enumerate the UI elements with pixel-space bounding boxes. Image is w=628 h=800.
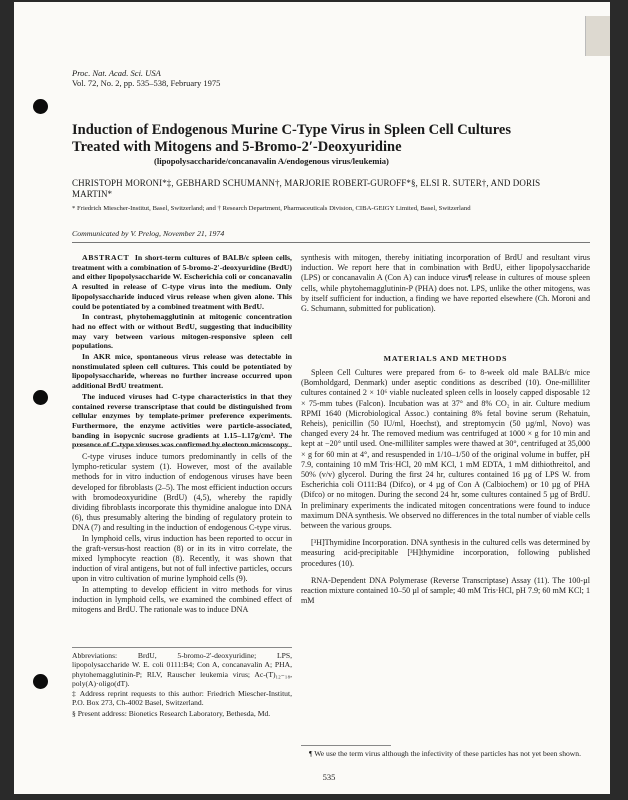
communicated-by: Communicated by V. Prelog, November 21, 1974 <box>72 229 225 238</box>
page-number: 535 <box>322 772 336 782</box>
methods-paragraph-3: RNA-Dependent DNA Polymerase (Reverse Transcriptase) Assay (11). The 100-µl reaction mixture contained 10–50 µl of sample; 40 mM Tris·HCl, pH 7.9; 60 mM KCl; 1 mM <box>301 575 590 606</box>
footnote-present-address: § Present address: Bionetics Research Laboratory, Bethesda, Md. <box>72 708 271 718</box>
binder-hole-middle <box>33 390 48 405</box>
footnotes-left <box>72 651 292 719</box>
methods-section <box>301 368 590 606</box>
abstract-paragraph-4: The induced viruses had C-type characteristics in that they contained reverse transcriptase that could be distinguished from cellular enzymes by template-primer preference experiments. Furthermore, the enzyme activities were particle-associated, banding in isopycnic sucrose gradients at 1.15–1.17g/cm³. The presence of C-type viruses was confirmed by electron microscopy. <box>72 391 292 450</box>
intro-continuation: synthesis with mitogen, thereby initiating incorporation of BrdU and resultant virus induction. We report here that in combination with BrdU, either lipopolysaccharide (LPS) or concanavalin A (Con A) can induce virus¶ release in cultures of mouse spleen cells, while phytohemagglutinin-P (PHA) does not. LPS, unlike the other mitogens, was by itself sufficient for induction, a finding we have reported elsewhere (Ch. Moroni and G. Schumann, submitted for publication). <box>301 253 590 314</box>
abstract-paragraph-3: In AKR mice, spontaneous virus release was detectable in nonstimulated spleen cell cultures. This could be potentiated by lipopolysaccharide, whereas no further increase occurred upon additional BrdU treatment. <box>72 352 292 391</box>
abstract-paragraph-2: In contrast, phytohemagglutinin at mitogenic concentration had no effect with or without BrdU, suggesting that inducibility may vary between various mitogen-responsive spleen cell populations. <box>72 312 292 351</box>
footnote-abbreviations: Abbreviations: BrdU, 5-bromo-2′-deoxyuridine; LPS, lipopolysaccharide W. E. coli 0111:B4; Con A, concanavalin A; PHA, phytohemagglutinin-P; RLV, Rauscher leukemia virus; Ac-(T)₁₂₋₁₈, poly(A)·oligo(dT). <box>72 651 292 688</box>
intro-paragraph-2: In lymphoid cells, virus induction has been reported to occur in the graft-versus-host reaction (8) or in its in vitro correlate, the mixed lymphocyte reaction (8). Recently, it was shown that induction of viral antigens, but not of full infective particles, occurs upon in vitro cultivation of murine lymphoid cells (9). <box>72 533 292 584</box>
abstract <box>72 253 292 451</box>
binder-hole-bottom <box>33 674 48 689</box>
intro-paragraph-3: In attempting to develop efficient in vitro methods for virus induction in lymphoid cells, we examined the combined effect of mitogens and BrdU. The rationale was to induce DNA <box>72 584 292 615</box>
authors: CHRISTOPH MORONI*‡, GEBHARD SCHUMANN†, MARJORIE ROBERT-GUROFF*§, ELSI R. SUTER†, AND DORIS MARTIN* <box>72 178 541 199</box>
affiliations: * Friedrich Miescher-Institut, Basel, Switzerland; and † Research Department, Pharmaceuticals Division, CIBA-GEIGY Limited, Basel, Switzerland <box>72 205 471 212</box>
page-edge-clip <box>585 16 610 56</box>
footnote-rule-right <box>301 745 391 746</box>
binder-hole-top <box>33 99 48 114</box>
methods-heading: MATERIALS AND METHODS <box>383 354 508 363</box>
footnote-address: ‡ Address reprint requests to this author: Friedrich Miescher-Institut, P.O. Box 273, Ch-4002 Basel, Switzerland. <box>72 689 292 708</box>
journal-issue: Vol. 72, No. 2, pp. 535–538, February 1975 <box>72 78 221 88</box>
abstract-rule <box>72 446 292 447</box>
methods-paragraph-1: Spleen Cell Cultures were prepared from 6- to 8-week old male BALB/c mice (Bomholdgard, Denmark) under aseptic conditions as described (10). One-milliliter cultures contained 2 × 10⁶ viable nucleated spleen cells in loosely capped disposable 12 × 75-mm tubes (Falcon). Incubation was at 37° and 8% CO₂ in air. Culture medium RPMI 1640 (Microbiological Assoc.) containing 8% fetal bovine serum (Rehatuin, Reheis), penicillin (50 IU/ml, Hoechst), and streptomycin (50 µg/ml, Novo) was changed every 24 hr. The removed medium was centrifuged at 1000 × g for 10 min and kept at −20° until used. One-milliliter samples were thawed at 30°, centrifuged at 35,000 × g for 60 min at 4°, and resuspended in 1/10–1/50 of the original volume in buffer, pH 7.9, containing 10 mM Tris·HCl, 20 mM KCl, 1 mM EDTA, 1 mM dithiothreitol, and 50% (v/v) glycerol. During the first 24 hr, cultures contained 16 µg of LPS W. from Escherichia coli O111:B4 (Difco), or 4 µg of Con A (Calbiochem) or 10 µg of PHA (Difco) or no mitogen. During the second 24 hr, some cultures contained 5 µg of BrdU. In preliminary experiments the indicated mitogen concentrations were found to induce maximum DNA synthesis. We observed no differences in the total number of viable cells between the various groups. <box>301 368 590 531</box>
footnote-rule <box>72 647 292 648</box>
keywords: (lipopolysaccharide/concanavalin A/endogenous virus/leukemia) <box>154 156 389 166</box>
journal-name: Proc. Nat. Acad. Sci. USA <box>72 68 161 78</box>
paper-page <box>14 2 610 794</box>
footnote-right: ¶ We use the term virus although the infectivity of these particles has not yet been shown. <box>309 749 581 758</box>
journal-reference <box>72 68 220 88</box>
methods-paragraph-2: [³H]Thymidine Incorporation. DNA synthesis in the cultured cells was determined by measuring acid-precipitable [³H]thymidine incorporation, following published procedures (10). <box>301 538 590 568</box>
header-rule <box>72 242 590 243</box>
intro-paragraph-1: C-type viruses induce tumors predominantly in cells of the lympho-reticular system (1). However, most of the available methods for in vitro induction of endogenous viruses have been developed for fibroblasts (2–5). The most efficient induction occurs with bromodeoxyuridine (BrdU) (4,5), whereby the rapidly dividing fibroblasts incorporate this thymidine analogue into DNA (6), thus presumably altering the binding of regulatory protein to DNA (7) and resulting in the induction of endogenous C-type virus. <box>72 452 292 533</box>
introduction <box>72 452 292 615</box>
abstract-paragraph-1: In short-term cultures of BALB/c spleen cells, treatment with a combination of 5-bromo-2′-deoxyuridine (BrdU) and either lipopolysaccharide W. Escherichia coli or concanavalin A resulted in release of C-type virus into the medium. Only lipopolysaccharide induced virus release when given alone. This could be potentiated by a combined treatment with BrdU. <box>72 253 292 311</box>
article-title: Induction of Endogenous Murine C-Type Virus in Spleen Cell Cultures Treated with Mitogens and 5-Bromo-2′-Deoxyuridine <box>72 122 511 155</box>
abstract-label: ABSTRACT <box>82 253 130 262</box>
right-column-intro <box>301 253 590 314</box>
